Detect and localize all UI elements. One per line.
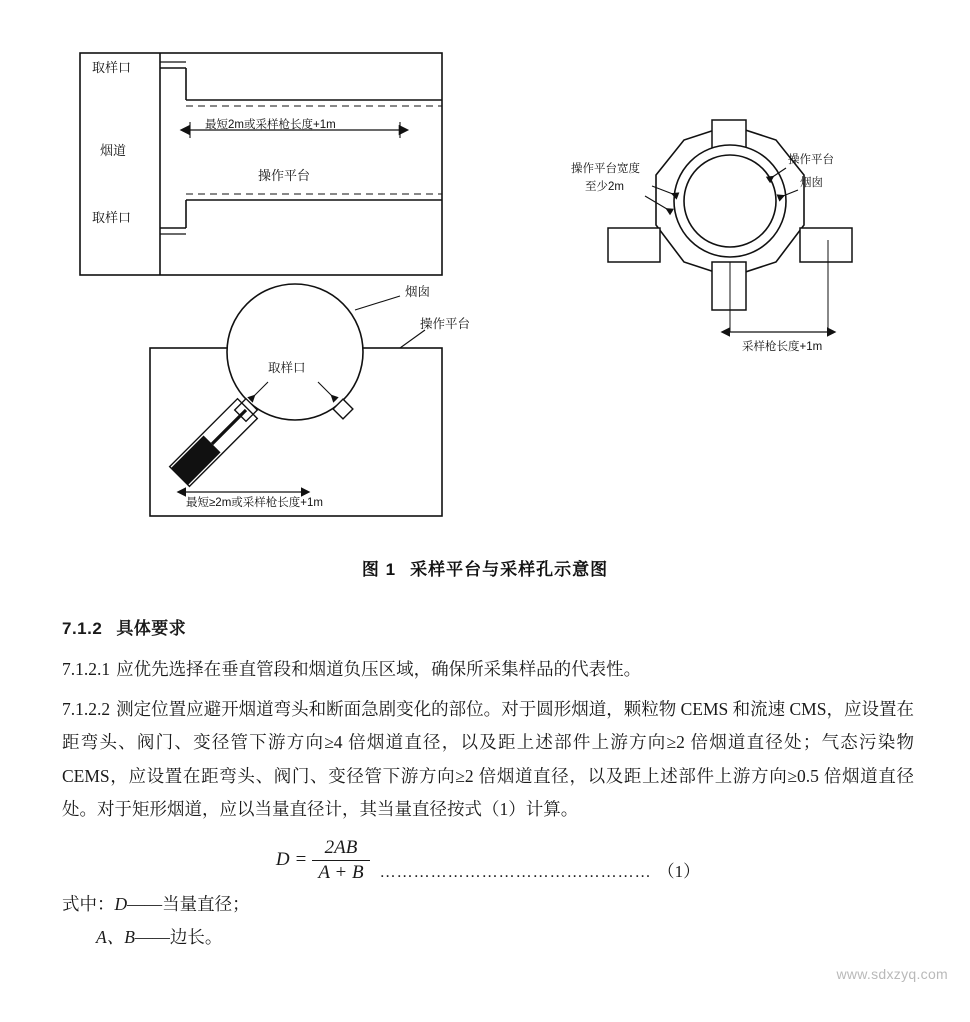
stack-probe-diagram (150, 284, 471, 516)
paragraph-7-1-2-1 (62, 653, 914, 687)
paragraph-number: 7.1.2.2 (62, 698, 111, 719)
legend-text-ab: ——边长。 (134, 926, 223, 947)
legend-symbol-d: D (114, 893, 128, 914)
equation-number: （1） (657, 861, 701, 881)
equation-fraction (312, 837, 369, 884)
svg-text:操作平台: 操作平台 (258, 168, 311, 183)
svg-text:操作平台宽度: 操作平台宽度 (571, 163, 640, 175)
svg-text:最短2m或采样枪长度+1m: 最短2m或采样枪长度+1m (205, 119, 336, 131)
paragraph-text: 应优先选择在垂直管段和烟道负压区域，确保所采集样品的代表性。 (116, 659, 642, 679)
svg-text:至少2m: 至少2m (585, 181, 624, 193)
duct-plan-diagram (80, 53, 442, 275)
equation-equals: = (295, 849, 307, 871)
svg-text:烟囱: 烟囱 (405, 285, 431, 299)
legend-symbol-ab: A、B (96, 926, 135, 947)
svg-text:取样口: 取样口 (92, 210, 132, 225)
legend-text-d: ——当量直径； (127, 893, 250, 914)
equation-numerator: 2AB (324, 836, 358, 858)
legend-prefix: 式中： (62, 893, 115, 914)
document-body (62, 600, 914, 954)
figure-caption (0, 555, 970, 580)
watermark: www.sdxzyq.com (836, 966, 948, 982)
equation-denominator: A + B (312, 860, 369, 884)
svg-text:烟道: 烟道 (100, 143, 127, 158)
equation-leader-dots: ………………………………………… (379, 863, 652, 881)
legend-line-1 (62, 888, 914, 921)
svg-text:取样口: 取样口 (268, 361, 306, 375)
section-heading (62, 614, 914, 639)
figure-caption-text: 采样平台与采样孔示意图 (410, 560, 609, 579)
section-heading-number: 7.1.2 (62, 619, 103, 638)
svg-text:最短≥2m或采样枪长度+1m: 最短≥2m或采样枪长度+1m (186, 497, 323, 509)
svg-text:采样枪长度+1m: 采样枪长度+1m (742, 341, 823, 353)
svg-text:操作平台: 操作平台 (420, 317, 471, 331)
paragraph-text: 测定位置应避开烟道弯头和断面急剧变化的部位。对于圆形烟道，颗粒物 CEMS 和流速 CMS，应设置在距弯头、阀门、变径管下游方向≥4 倍烟道直径，以及距上述部件上游方向≥2 倍烟道直径处；气态污染物 CEMS，应设置在距弯头、阀门、变径管下游方向≥2 倍烟道直径，以及距上述部件上游方向≥0.5 倍烟道直径处。对于矩形烟道，应以当量直径计，其当量直径按式（1）计算。 (62, 698, 914, 820)
equation-expression (276, 837, 700, 884)
svg-text:取样口: 取样口 (92, 60, 132, 75)
equation-lhs: D (275, 849, 290, 871)
figure-caption-number: 图 1 (361, 560, 397, 579)
section-heading-title: 具体要求 (116, 619, 187, 638)
paragraph-number: 7.1.2.1 (62, 659, 111, 679)
paragraph-7-1-2-2 (62, 693, 914, 827)
legend-line-2 (62, 921, 914, 954)
svg-text:操作平台: 操作平台 (788, 154, 834, 166)
svg-text:烟囱: 烟囱 (800, 177, 823, 189)
equation-1 (62, 837, 914, 884)
platform-plan-diagram (571, 120, 852, 353)
